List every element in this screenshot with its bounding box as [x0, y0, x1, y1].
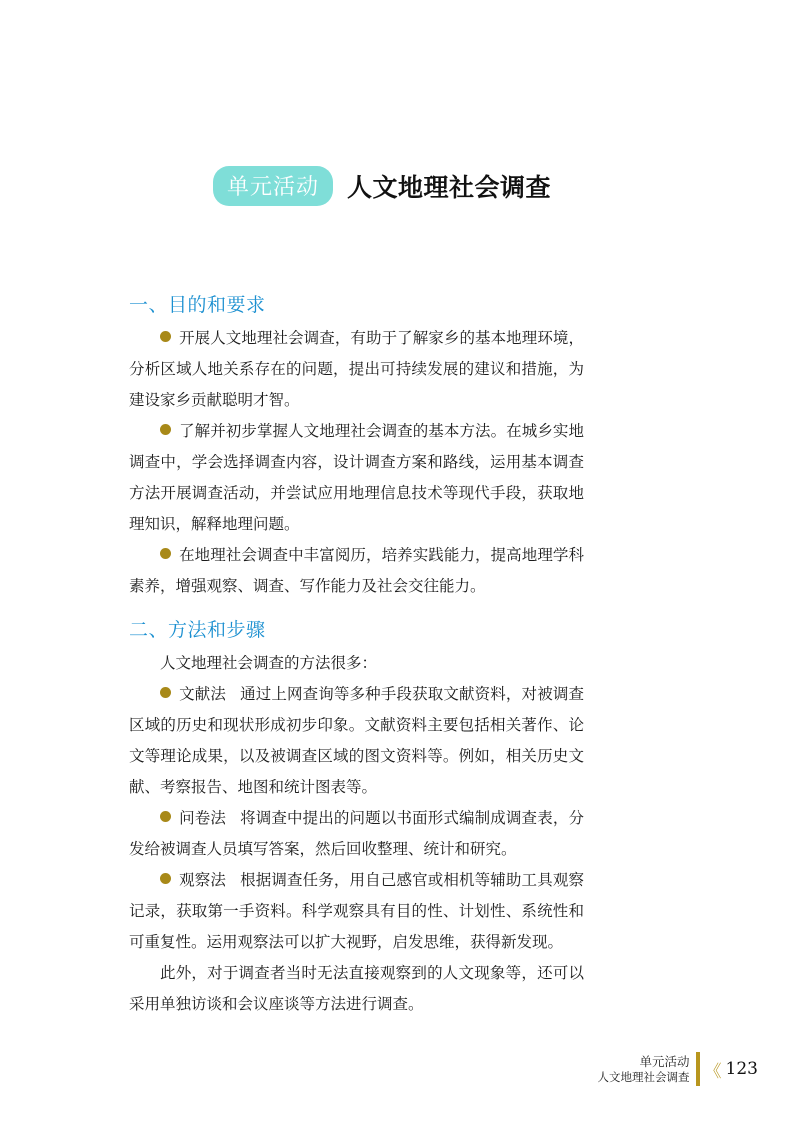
methods-closing: 此外，对于调查者当时无法直接观察到的人文现象等，还可以采用单独访谈和会议座谈等方法进行调查。	[129, 964, 584, 1013]
footer-unit-label: 单元活动	[639, 1054, 690, 1069]
bullet-icon	[160, 331, 171, 342]
method-item	[129, 865, 584, 958]
unit-title	[213, 166, 551, 206]
page-number: 123	[725, 1059, 758, 1079]
bullet-icon	[160, 811, 171, 822]
bullet-icon	[160, 687, 171, 698]
method-term: 文献法	[179, 685, 227, 703]
method-text-first: 将调查中提出的问题以书面形式编制成调查表，分发	[129, 809, 584, 858]
method-text-first: 根据调查任务，用自己感官或相机等辅助工具观察记	[129, 871, 584, 920]
goal-text-first: 了解并初步掌握人文地理社会调查的基本方法。在城乡实地	[179, 422, 584, 440]
method-term: 观察法	[179, 871, 227, 889]
footer-divider	[696, 1052, 700, 1086]
method-text-first: 通过上网查询等多种手段获取文献资料，对被调查区	[129, 685, 584, 734]
section-goals-body	[129, 323, 584, 602]
method-text-rest: 录，获取第一手资料。科学观察具有目的性、计划性、系统性和可重复性。运用观察法可以扩大视野，启发思维，获得新发现。	[129, 902, 584, 951]
goal-item	[129, 323, 584, 416]
bullet-icon	[160, 548, 171, 559]
method-text-rest: 域的历史和现状形成初步印象。文献资料主要包括相关著作、论文等理论成果，以及被调查区域的图文资料等。例如，相关历史文献、考察报告、地图和统计图表等。	[129, 716, 584, 796]
goal-text-first: 开展人文地理社会调查，有助于了解家乡的基本地理环境，分	[129, 329, 584, 378]
goal-text-rest: 析区域人地关系存在的问题，提出可持续发展的建议和措施，为建设家乡贡献聪明才智。	[129, 360, 584, 409]
page-footer	[598, 1052, 758, 1086]
goal-text-first: 在地理社会调查中丰富阅历，培养实践能力，提高地理学科素	[129, 546, 584, 595]
footer-topic-label: 人文地理社会调查	[597, 1070, 690, 1084]
bullet-icon	[160, 424, 171, 435]
goal-text-rest: 调查中，学会选择调查内容，设计调查方案和路线，运用基本调查方法开展调查活动，并尝试应用地理信息技术等现代手段，获取地理知识，解释地理问题。	[129, 453, 584, 533]
section-methods-body	[129, 648, 584, 1020]
section-heading-goals: 一、目的和要求	[129, 294, 266, 316]
running-footer	[598, 1053, 690, 1085]
method-text-rest: 给被调查人员填写答案，然后回收整理、统计和研究。	[144, 840, 517, 858]
method-item	[129, 803, 584, 865]
section-heading-methods: 二、方法和步骤	[129, 619, 266, 641]
method-item	[129, 679, 584, 803]
bullet-icon	[160, 873, 171, 884]
page-title: 人文地理社会调查	[347, 173, 552, 202]
goal-text-rest: 养，增强观察、调查、写作能力及社会交往能力。	[144, 577, 486, 595]
goal-item	[129, 416, 584, 540]
goal-item	[129, 540, 584, 602]
method-term: 问卷法	[179, 809, 227, 827]
methods-intro: 人文地理社会调查的方法很多：	[160, 654, 378, 672]
chevron-left-icon: 《	[704, 1061, 722, 1082]
unit-activity-badge: 单元活动	[213, 166, 333, 206]
